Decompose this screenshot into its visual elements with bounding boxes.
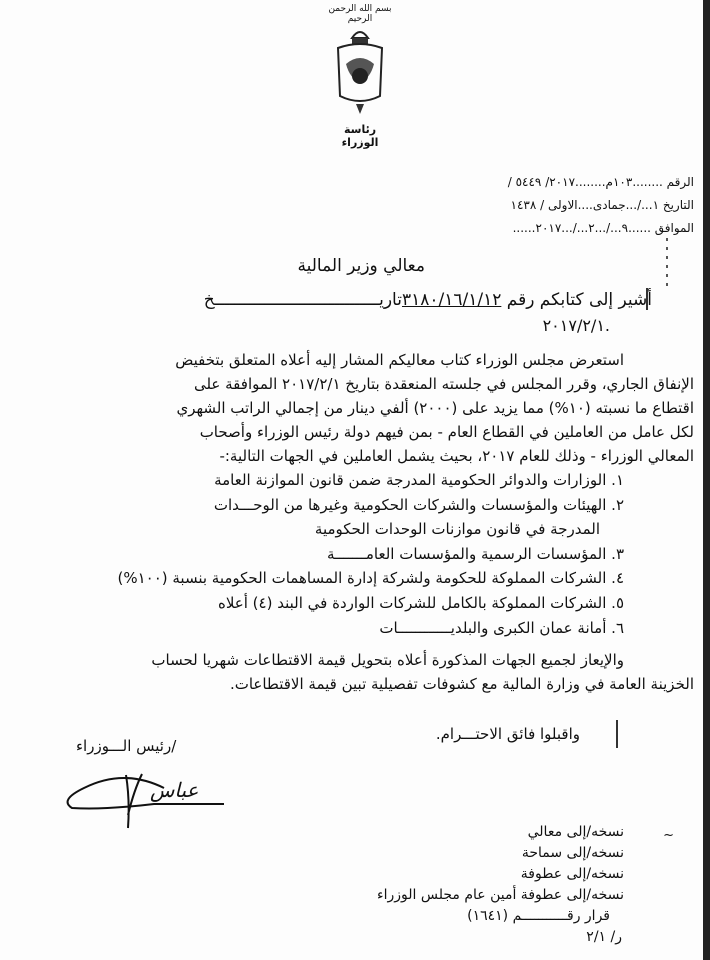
handwritten-signature [64,770,229,830]
letterhead [325,4,395,149]
scan-edge [703,0,710,960]
margin-mark [616,720,618,748]
list-item: ٥. الشركات المملوكة بالكامل للشركات الواردة في البند (٤) أعلاه [217,594,624,612]
meta-date [511,195,694,215]
paragraph-line: لكل عامل من العاملين في القطاع العام - بمن فيهم دولة رئيس الوزراء وأصحاب [199,423,694,441]
meta-corresponding [513,218,694,238]
list-item: المدرجة في قانون موازنات الوحدات الحكومية [314,520,600,538]
reference-date: .٢٠١٧/٢/١ [542,316,610,335]
list-item: ١. الوزارات والدوائر الحكومية المدرجة ضمن قانون الموازنة العامة [214,471,624,489]
list-item: ٣. المؤسسات الرسمية والمؤسسات العامـــــــة [327,545,624,563]
paragraph-line: اقتطاع ما نسبته (١٠%) مما يزيد على (٢٠٠٠) ألفي دينار من إجمالي الراتب الشهري [176,399,694,417]
file-reference: ر/ ٢/١ [586,929,622,945]
number-label: الرقم [666,175,694,189]
reference-line [204,290,652,310]
jordan-coat-of-arms-icon [330,24,390,119]
initials-mark: ~ [663,828,674,843]
signature-name: عباس [150,778,199,802]
corresponding-value: ......٩.../...٢.../...٢٠١٧...... [512,221,651,235]
corresponding-label: الموافق [654,221,694,235]
list-item: ٤. الشركات المملوكة للحكومة ولشركة إدارة المساهمات الحكومية بنسبة (١٠٠%) [117,569,624,587]
paragraph-line: المعالي الوزراء - وذلك للعام ٢٠١٧، بحيث يشمل العاملين في الجهات التالية:- [219,447,694,465]
copy-line: نسخه/إلى معالي [527,824,624,840]
reference-date-label: تاريـــــــــــــــــــــــــــــــــخ [203,290,402,310]
date-label: التاريخ [662,198,694,212]
copy-line: نسخه/إلى سماحة [521,845,624,861]
paragraph-line: الإنفاق الجاري، وقرر المجلس في جلسته المنعقدة بتاريخ ٢٠١٧/٢/١ الموافقة على [193,375,694,393]
regards: واقبلوا فائق الاحتـــرام. [435,725,580,743]
copy-line: نسخه/إلى عطوفة [520,866,624,882]
reference-prefix: أشير إلى كتابكم رقم [506,290,652,310]
list-item: ٢. الهيئات والمؤسسات والشركات الحكومية وغيرها من الوحـــدات [213,496,624,514]
office-name: رئاسة الوزراء [341,123,379,149]
closing-line: الخزينة العامة في وزارة المالية مع كشوفات تفصيلية تبين قيمة الاقتطاعات. [229,675,694,693]
copy-line: نسخه/إلى عطوفة أمين عام مجلس الوزراء [377,887,624,903]
meta-number [508,172,694,192]
number-value: ........١٠٣م........٢٠١٧/ ٥٤٤٩ / [507,175,663,189]
date-value: ١.../...جمادى....الاولى / ١٤٣٨ [510,198,660,212]
closing-line: والإيعاز لجميع الجهات المذكورة أعلاه بتحويل قيمة الاقتطاعات شهريا لحساب [151,651,624,669]
paragraph-line: استعرض مجلس الوزراء كتاب معاليكم المشار إليه أعلاه المتعلق بتخفيض [175,351,624,369]
addressee: معالي وزير المالية [297,256,425,276]
decision-number: قرار رقـــــــــــم (١٦٤١) [467,908,610,924]
reference-number: ٣١٨٠/١٦/١/١٢ [401,290,502,310]
basmala: بسم الله الرحمن الرحيم [328,4,392,24]
signatory-title: /رئيس الـــوزراء [76,737,177,755]
list-item: ٦. أمانة عمان الكبرى والبلديــــــــــــات [379,619,624,637]
margin-dots [666,238,668,288]
